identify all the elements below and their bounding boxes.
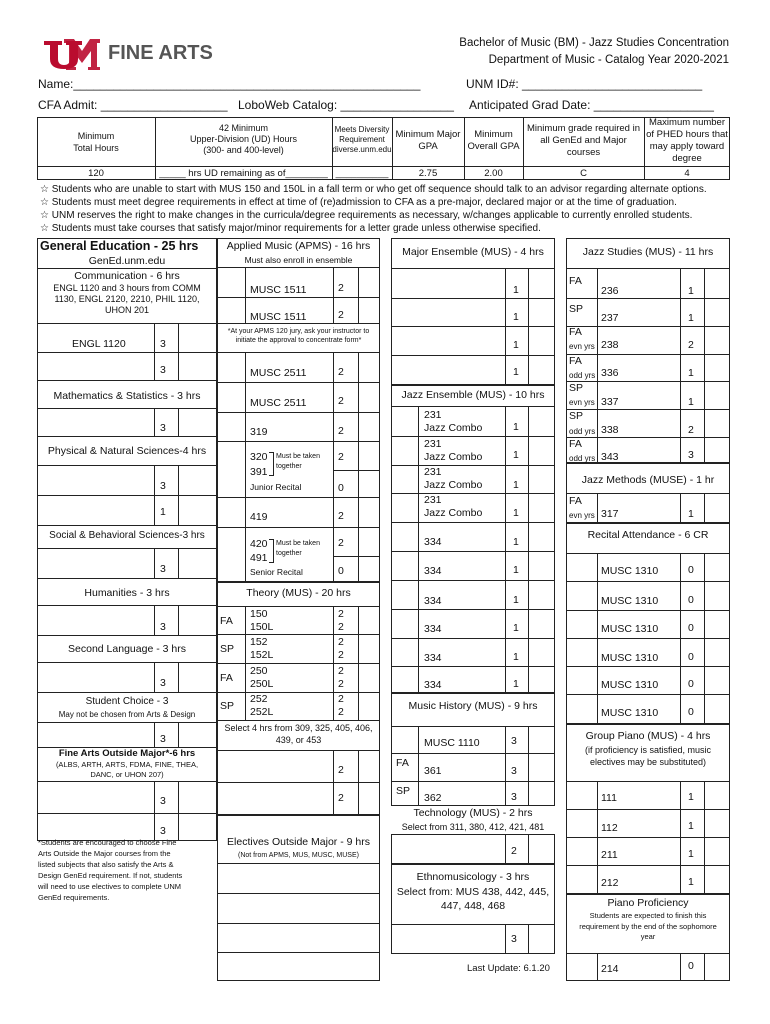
star-icon: ☆ [40,197,52,208]
min-major-gpa-label: Minimum Major GPA [395,129,461,152]
technology-hrs: 2 [511,845,517,857]
music-history-title: Music History (MUS) - 9 hrs [408,700,538,712]
major-ensemble-hrs-3: 1 [513,339,519,351]
jazz-studies-hrs-336: 1 [688,367,694,379]
min-total-hours-label: Minimum Total Hours [73,131,119,153]
jazz-studies-years-337: evn yrs [569,398,595,407]
theory-term-4: SP [220,700,235,712]
min-ud-hours-label: 42 Minimum Upper-Division (UD) Hours (300- and 400-level) [189,123,298,155]
musc1511-hrs-2: 2 [338,309,344,321]
jazz-studies-course-238: 238 [601,339,619,351]
junior-recital-label: Junior Recital [250,482,302,492]
humanities-hrs: 3 [160,621,166,633]
jazz-combo-hrs-4: 1 [513,507,519,519]
ens-334-course-2: 334 [424,565,442,577]
apms-319-course: 319 [250,426,268,438]
technology-title: Technology (MUS) - 2 hrs [413,807,533,819]
recital-cr-3: 0 [688,622,694,634]
bracket-icon [269,452,274,476]
recital-attendance-title: Recital Attendance - 6 CR [587,529,709,541]
jazz-studies-term-338: SP [569,410,584,422]
major-ensemble-title: Major Ensemble (MUS) - 4 hrs [402,246,544,258]
fa-outside-hrs-2: 3 [160,825,166,837]
theory-title: Theory (MUS) - 20 hrs [246,587,351,599]
history-hrs-361: 3 [511,765,517,777]
apms-391-course: 391 [250,466,268,478]
theory-course-252: 252 252L [250,693,274,718]
unm-id-field[interactable]: UNM ID#: ___________________________ [466,77,703,91]
apms-491-course: 491 [250,552,268,564]
group-piano-title: Group Piano (MUS) - 4 hrs [585,730,711,742]
jazz-studies-hrs-337: 1 [688,396,694,408]
communication-heading: Communication - 6 hrs [74,270,180,282]
major-gpa-value: 2.75 [418,168,438,179]
jazz-studies-title: Jazz Studies (MUS) - 11 hrs [582,246,714,258]
jazz-studies-term-238: FA [569,326,582,338]
apms-319-hrs: 2 [338,425,344,437]
history-course-361: 361 [424,765,442,777]
jazz-combo-hrs-1: 1 [513,421,519,433]
apms-420-course: 420 [250,538,268,550]
doc-subtitle: Department of Music - Catalog Year 2020-2021 [488,54,729,66]
theory-term-2: SP [220,643,235,655]
musc2511-hrs-1: 2 [338,366,344,378]
major-ensemble-hrs-4: 1 [513,366,519,378]
jazz-studies-term-337: SP [569,382,584,394]
total-hours-value: 120 [88,168,104,179]
recital-course-5: MUSC 1310 [601,679,659,691]
jazz-studies-course-343: 343 [601,451,619,463]
apms-320-course: 320 [250,451,268,463]
student-choice-heading: Student Choice - 3 [85,696,169,707]
recital-course-2: MUSC 1310 [601,595,659,607]
ens-334-course-1: 334 [424,536,442,548]
ens-334-hrs-2: 1 [513,564,519,576]
phys-hrs: 3 [160,480,166,492]
theory-elective-hrs-1: 2 [338,764,344,776]
apms-320-hrs: 2 [338,451,344,463]
min-grade-label: Minimum grade required in all GenEd and Major courses [527,123,640,158]
history-hrs-362: 3 [511,791,517,803]
jazz-studies-term-236: FA [569,275,582,287]
jazz-methods-course: 317 [601,508,619,520]
ethnomusicology-hrs: 3 [511,933,517,945]
musc1511-course-1: MUSC 1511 [250,284,307,296]
apms-jury-note: *At your APMS 120 jury, ask your instructor to initiate the approval to concentrate form* [227,328,370,344]
senior-recital-label: Senior Recital [250,567,303,577]
jazz-studies-years-338: odd yrs [569,427,596,436]
doc-title: Bachelor of Music (BM) - Jazz Studies Concentration [459,37,729,49]
second-language-heading: Second Language - 3 hrs [68,643,186,655]
jazz-studies-years-343: odd yrs [569,454,596,463]
apms-419-course: 419 [250,511,268,523]
jazz-studies-term-237: SP [569,303,584,315]
piano-proficiency-subtitle: Students are expected to finish this requirement by the end of the sophomore year [579,911,717,941]
history-term-361: FA [396,757,409,769]
jazz-studies-course-338: 338 [601,424,619,436]
ethnomusicology-subtitle: Select from: MUS 438, 442, 445, 447, 448, 468 [396,886,550,912]
gened-footnote: *Students are encouraged to choose Fine Arts Outside the Major courses from the listed subjects that also satisfy the Arts & Design GenEd requirement. If not, students will need to use electives to complete UNM GenEd requirements. [38,838,183,902]
history-hrs-1110: 3 [511,735,517,747]
musc1511-course-2: MUSC 1511 [250,311,307,323]
jazz-studies-years-336: odd yrs [569,371,596,380]
jazz-combo-1: 231 Jazz Combo [424,409,483,434]
theory-term-1: FA [220,615,233,627]
recital-cr-2: 0 [688,594,694,606]
theory-term-3: FA [220,672,233,684]
theory-hrs-152: 2 2 [338,636,344,661]
technology-subtitle: Select from 311, 380, 412, 421, 481 [401,822,545,832]
engl-1120-course: ENGL 1120 [72,338,126,350]
math-hrs: 3 [160,422,166,434]
theory-elective-hrs-2: 2 [338,792,344,804]
theory-course-250: 250 250L [250,665,274,690]
ens-334-hrs-1: 1 [513,536,519,548]
major-ensemble-hrs-2: 1 [513,311,519,323]
brand-name: FINE ARTS [108,42,213,64]
ens-334-hrs-6: 1 [513,678,519,690]
musc1511-hrs-1: 2 [338,282,344,294]
recital-course-3: MUSC 1310 [601,623,659,635]
jazz-studies-course-336: 336 [601,367,619,379]
ud-remaining-field[interactable]: _____ hrs UD remaining as of________ [159,168,328,179]
jazz-studies-term-343: FA [569,438,582,450]
second-language-hrs: 3 [160,677,166,689]
technology-entry [391,834,555,864]
theory-column [217,582,380,815]
jazz-studies-years-238: evn yrs [569,342,595,351]
student-choice-hrs: 3 [160,733,166,745]
apms-419-hrs: 2 [338,510,344,522]
physical-sciences-heading: Physical & Natural Sciences-4 hrs [47,445,207,457]
note-4: ☆ Students must take courses that satisfy major/minor requirements for a letter grade unless otherwise specified. [40,223,541,234]
group-piano-hrs-112: 1 [688,820,694,832]
recital-cr-1: 0 [688,564,694,576]
engl-1120-hrs: 3 [160,338,166,350]
recital-cr-4: 0 [688,651,694,663]
musc2511-course-1: MUSC 2511 [250,367,307,379]
recital-cr-6: 0 [688,706,694,718]
jazz-combo-2: 231 Jazz Combo [424,438,483,463]
group-piano-hrs-212: 1 [688,876,694,888]
theory-select-note: Select 4 hrs from 309, 325, 405, 406, 439, or 453 [224,723,373,745]
jazz-studies-term-336: FA [569,355,582,367]
must-be-together-note-2: Must be taken together [276,540,320,557]
theory-hrs-150: 2 2 [338,608,344,633]
ens-334-hrs-3: 1 [513,594,519,606]
communication-desc: ENGL 1120 and 3 hours from COMM 1130, ENGL 2120, 2210, PHIL 1120, UHON 201 [53,283,201,315]
jazz-methods-title: Jazz Methods (MUSE) - 1 hr [581,474,715,486]
ens-334-course-6: 334 [424,679,442,691]
diversity-label: Meets Diversity Requirement diverse.unm.edu [332,125,392,154]
group-piano-hrs-111: 1 [688,791,694,803]
max-phed-label: Maximum number of PHED hours that may apply toward degree [646,117,728,164]
jazz-studies-hrs-237: 1 [688,312,694,324]
senior-recital-hrs: 0 [338,565,344,577]
fa-outside-heading: Fine Arts Outside Major*-6 hrs [58,748,196,759]
last-update: Last Update: 6.1.20 [467,963,550,974]
must-be-together-note-1: Must be taken together [276,453,320,470]
major-ensemble-column [391,238,555,385]
group-piano-course-112: 112 [601,822,618,834]
group-piano-course-212: 212 [601,877,619,889]
theory-course-150: 150 150L [250,608,274,633]
ens-334-hrs-5: 1 [513,651,519,663]
gened-title: General Education - 25 hrs [40,239,199,253]
group-piano-course-211: 211 [601,849,618,861]
loboweb-catalog-field[interactable]: LoboWeb Catalog: _________________ [238,98,454,112]
piano-proficiency-title: Piano Proficiency [607,897,689,909]
ens-334-course-4: 334 [424,623,442,635]
junior-recital-hrs: 0 [338,482,344,494]
jazz-studies-course-337: 337 [601,396,619,408]
comm-elective-hrs: 3 [160,364,166,376]
piano-proficiency-hrs: 0 [688,960,694,972]
ens-334-hrs-4: 1 [513,622,519,634]
recital-course-1: MUSC 1310 [601,565,659,577]
max-phed-value: 4 [684,168,690,179]
gened-site: GenEd.unm.edu [88,255,166,267]
electives-title: Electives Outside Major - 9 hrs [227,836,370,848]
anticipated-grad-field[interactable]: Anticipated Grad Date: __________________ [469,98,714,112]
jazz-combo-4: 231 Jazz Combo [424,494,483,519]
group-piano-hrs-211: 1 [688,848,694,860]
star-icon: ☆ [40,184,52,195]
major-ensemble-hrs-1: 1 [513,284,519,296]
star-icon: ☆ [40,223,52,234]
fa-outside-hrs-1: 3 [160,795,166,807]
jazz-studies-hrs-238: 2 [688,339,694,351]
social-hrs: 3 [160,563,166,575]
recital-course-4: MUSC 1310 [601,652,659,664]
recital-cr-5: 0 [688,678,694,690]
group-piano-course-111: 111 [601,792,617,804]
fa-outside-desc: (ALBS, ARTH, ARTS, FDMA, FINE, THEA, DANC, or UHON 207) [55,760,199,779]
note-3: ☆ UNM reserves the right to make changes in the curricula/degree requirements as necessary, w/changes applicable to currently enrolled students. [40,210,693,221]
note-1: ☆ Students who are unable to start with MUS 150 and 150L in a fall term or who get off sequence should talk to an advisor regarding alternate options. [40,184,707,195]
min-grade-value: C [580,168,587,179]
star-icon: ☆ [40,210,52,221]
jazz-methods-term: FA [569,495,582,507]
apms-420-hrs: 2 [338,537,344,549]
theory-hrs-250: 2 2 [338,665,344,690]
musc2511-course-2: MUSC 2511 [250,397,307,409]
group-piano-subtitle: (if proficiency is satisfied, music electives may be substituted) [584,745,712,767]
ethnomusicology-title: Ethnomusicology - 3 hrs [416,871,530,883]
unm-logo [42,37,102,71]
history-course-362: 362 [424,792,442,804]
math-heading: Mathematics & Statistics - 3 hrs [53,390,201,402]
jazz-methods-years: evn yrs [569,511,595,520]
name-field[interactable]: Name:____________________________________________________ [38,77,421,91]
jazz-studies-course-236: 236 [601,285,619,297]
jazz-studies-course-237: 237 [601,312,619,324]
phys-lab-hrs: 1 [160,506,166,518]
ens-334-course-5: 334 [424,652,442,664]
ens-334-course-3: 334 [424,595,442,607]
overall-gpa-value: 2.00 [484,168,503,179]
electives-subtitle: (Not from APMS, MUS, MUSC, MUSE) [238,852,359,859]
jazz-studies-hrs-338: 2 [688,424,694,436]
jazz-combo-hrs-3: 1 [513,479,519,491]
theory-course-152: 152 152L [250,636,274,661]
musc2511-hrs-2: 2 [338,395,344,407]
bracket-icon [269,539,274,563]
theory-hrs-252: 2 2 [338,693,344,718]
note-2: ☆ Students must meet degree requirements in effect at time of (re)admission to CFA as a pre-major, declared major or at the time of graduation. [40,197,677,208]
social-sciences-heading: Social & Behavioral Sciences-3 hrs [49,530,205,541]
piano-proficiency-course: 214 [601,963,619,975]
history-course-1110: MUSC 1110 [424,737,480,749]
humanities-heading: Humanities - 3 hrs [84,587,170,599]
jazz-combo-3: 231 Jazz Combo [424,466,483,491]
history-term-362: SP [396,785,411,797]
min-overall-gpa-label: Minimum Overall GPA [467,129,520,152]
apms-title: Applied Music (APMS) - 16 hrs [226,240,371,252]
student-choice-note: May not be chosen from Arts & Design [58,710,196,719]
apms-subtitle: Must also enroll in ensemble [244,255,353,265]
jazz-combo-hrs-2: 1 [513,449,519,461]
jazz-studies-hrs-343: 3 [688,449,694,461]
recital-course-6: MUSC 1310 [601,707,659,719]
diversity-field[interactable]: __________ [335,168,389,179]
jazz-ensemble-title: Jazz Ensemble (MUS) - 10 hrs [401,389,545,401]
jazz-studies-hrs-236: 1 [688,285,694,297]
jazz-methods-hrs: 1 [688,508,694,520]
cfa-admit-field[interactable]: CFA Admit: ___________________ [38,98,228,112]
